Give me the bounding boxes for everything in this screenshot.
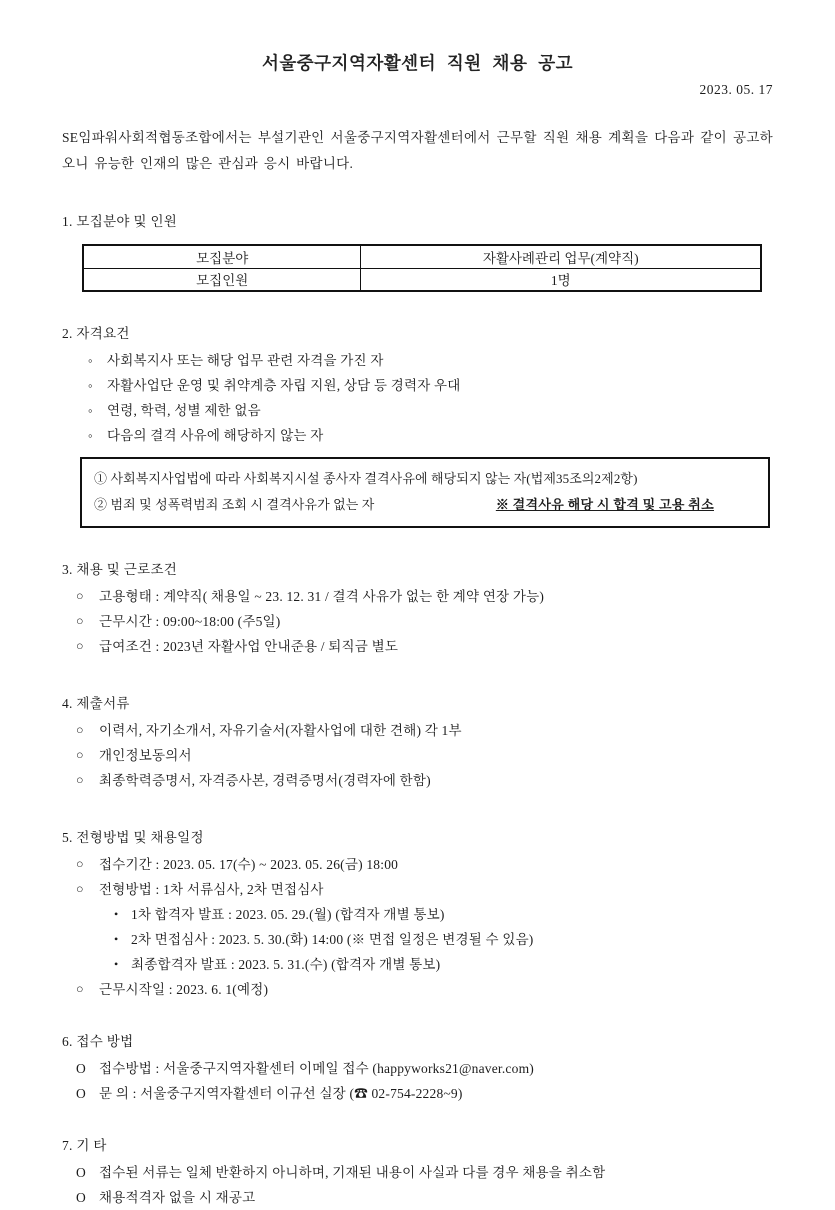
document-list bbox=[62, 718, 773, 793]
intro-paragraph: SE임파워사회적협동조합에서는 부설기관인 서울중구지역자활센터에서 근무할 직원 채용 계획을 다음과 같이 공고하오니 유능한 인재의 많은 관심과 응시 바랍니다. bbox=[62, 130, 773, 171]
letter-o-bullet-icon: O bbox=[76, 1165, 86, 1180]
disqualification-notice-box bbox=[80, 457, 770, 528]
circle-bullet-icon: ○ bbox=[76, 773, 84, 787]
schedule-subitem-text: 1차 합격자 발표 : 2023. 05. 29.(월) (합격자 개별 통보) bbox=[131, 907, 445, 922]
qualification-item-text: 자활사업단 운영 및 취약계층 자립 지원, 상담 등 경력자 우대 bbox=[107, 378, 461, 393]
qualification-item bbox=[62, 423, 773, 448]
notice-warning-text: ※ 결격사유 해당 시 합격 및 고용 취소 bbox=[495, 497, 714, 512]
contact-item-text: 접수방법 : 서울중구지역자활센터 이메일 접수 (happyworks21@naver.com) bbox=[99, 1061, 534, 1076]
recruit-table bbox=[82, 244, 762, 292]
qualification-item-text: 다음의 결격 사유에 해당하지 않는 자 bbox=[107, 428, 324, 443]
employment-item bbox=[62, 609, 773, 634]
section-employment-conditions bbox=[62, 559, 773, 659]
letter-o-bullet-icon: O bbox=[76, 1190, 86, 1205]
schedule-subitem-text: 2차 면접심사 : 2023. 5. 30.(화) 14:00 (※ 면접 일정은 변경될 수 있음) bbox=[131, 932, 534, 947]
schedule-item-text: 접수기간 : 2023. 05. 17(수) ~ 2023. 05. 26(금) 18:00 bbox=[99, 857, 399, 872]
section-6-heading: 6. 접수 방법 bbox=[62, 1034, 134, 1049]
employment-list bbox=[62, 584, 773, 659]
etc-list bbox=[62, 1160, 773, 1210]
small-circle-bullet-icon: ◦ bbox=[88, 403, 93, 418]
schedule-subitem-text: 최종합격자 발표 : 2023. 5. 31.(수) (합격자 개별 통보) bbox=[131, 957, 441, 972]
section-selection-schedule bbox=[62, 827, 773, 1002]
letter-o-bullet-icon: O bbox=[76, 1061, 86, 1076]
section-recruit-field bbox=[62, 211, 773, 292]
section-2-heading: 2. 자격요건 bbox=[62, 326, 130, 341]
small-circle-bullet-icon: ◦ bbox=[88, 378, 93, 393]
small-circle-bullet-icon: ◦ bbox=[88, 428, 93, 443]
contact-list bbox=[62, 1056, 773, 1106]
schedule-subitem bbox=[62, 927, 773, 952]
doc-title: 서울중구지역자활센터 직원 채용 공고 bbox=[261, 53, 574, 73]
document-item bbox=[62, 718, 773, 743]
qualification-item bbox=[62, 348, 773, 373]
circle-bullet-icon: ○ bbox=[76, 982, 84, 996]
circle-bullet-icon: ○ bbox=[76, 589, 84, 603]
section-etc bbox=[62, 1135, 773, 1210]
section-4-heading: 4. 제출서류 bbox=[62, 696, 130, 711]
contact-item-phone bbox=[62, 1081, 773, 1106]
field-label-cell: 모집분야 bbox=[83, 245, 361, 268]
letter-o-bullet-icon: O bbox=[76, 1086, 86, 1101]
section-1-heading: 1. 모집분야 및 인원 bbox=[62, 214, 178, 229]
schedule-subitem bbox=[62, 952, 773, 977]
employment-item-text: 근무시간 : 09:00~18:00 (주5일) bbox=[99, 614, 281, 629]
doc-date: 2023. 05. 17 bbox=[699, 82, 773, 97]
schedule-item-period bbox=[62, 852, 773, 877]
schedule-item-startdate bbox=[62, 977, 773, 1002]
section-required-documents bbox=[62, 693, 773, 793]
headcount-value-cell: 1명 bbox=[361, 268, 761, 291]
section-7-heading: 7. 기 타 bbox=[62, 1138, 107, 1153]
notice-line-2-text: ② 범죄 및 성폭력범죄 조회 시 결격사유가 없는 자 bbox=[94, 497, 375, 512]
etc-item-text: 채용적격자 없을 시 재공고 bbox=[99, 1190, 256, 1205]
employment-item bbox=[62, 584, 773, 609]
section-qualifications bbox=[62, 323, 773, 528]
dot-bullet-icon: • bbox=[114, 957, 119, 971]
schedule-item-text: 근무시작일 : 2023. 6. 1(예정) bbox=[99, 982, 269, 997]
circle-bullet-icon: ○ bbox=[76, 882, 84, 896]
etc-item-text: 접수된 서류는 일체 반환하지 아니하며, 기재된 내용이 사실과 다를 경우 채용을 취소함 bbox=[99, 1165, 606, 1180]
employment-item-text: 급여조건 : 2023년 자활사업 안내준용 / 퇴직금 별도 bbox=[99, 639, 399, 654]
circle-bullet-icon: ○ bbox=[76, 614, 84, 628]
qualification-list bbox=[62, 348, 773, 448]
dot-bullet-icon: • bbox=[114, 932, 119, 946]
employment-item bbox=[62, 634, 773, 659]
schedule-list bbox=[62, 852, 773, 1002]
document-item bbox=[62, 768, 773, 793]
contact-item-text: 문 의 : 서울중구지역자활센터 이규선 실장 (☎ 02-754-2228~9) bbox=[99, 1086, 463, 1101]
qualification-item-text: 사회복지사 또는 해당 업무 관련 자격을 가진 자 bbox=[107, 353, 384, 368]
etc-item bbox=[62, 1185, 773, 1210]
document-item-text: 이력서, 자기소개서, 자유기술서(자활사업에 대한 견해) 각 1부 bbox=[99, 723, 462, 738]
employment-item-text: 고용형태 : 계약직( 채용일 ~ 23. 12. 31 / 결격 사유가 없는 한 계약 연장 가능) bbox=[99, 589, 545, 604]
headcount-label-cell: 모집인원 bbox=[83, 268, 361, 291]
table-row-field bbox=[83, 245, 761, 268]
small-circle-bullet-icon: ◦ bbox=[88, 353, 93, 368]
contact-item-email bbox=[62, 1056, 773, 1081]
circle-bullet-icon: ○ bbox=[76, 857, 84, 871]
schedule-item-text: 전형방법 : 1차 서류심사, 2차 면접심사 bbox=[99, 882, 324, 897]
dot-bullet-icon: • bbox=[114, 907, 119, 921]
schedule-item-method bbox=[62, 877, 773, 902]
section-3-heading: 3. 채용 및 근로조건 bbox=[62, 562, 178, 577]
schedule-subitem bbox=[62, 902, 773, 927]
circle-bullet-icon: ○ bbox=[76, 748, 84, 762]
section-5-heading: 5. 전형방법 및 채용일정 bbox=[62, 830, 204, 845]
qualification-item bbox=[62, 398, 773, 423]
circle-bullet-icon: ○ bbox=[76, 723, 84, 737]
table-row-headcount bbox=[83, 268, 761, 291]
qualification-item bbox=[62, 373, 773, 398]
circle-bullet-icon: ○ bbox=[76, 639, 84, 653]
notice-line-2 bbox=[94, 492, 756, 518]
field-value-cell: 자활사례관리 업무(계약직) bbox=[361, 245, 761, 268]
section-application-method bbox=[62, 1031, 773, 1106]
qualification-item-text: 연령, 학력, 성별 제한 없음 bbox=[107, 403, 261, 418]
notice-line-1: ① 사회복지사업법에 따라 사회복지시설 종사자 결격사유에 해당되지 않는 자(법제35조의2제2항) bbox=[94, 471, 638, 486]
document-item bbox=[62, 743, 773, 768]
document-item-text: 개인정보동의서 bbox=[99, 748, 192, 763]
document-item-text: 최종학력증명서, 자격증사본, 경력증명서(경력자에 한함) bbox=[99, 773, 431, 788]
etc-item bbox=[62, 1160, 773, 1185]
